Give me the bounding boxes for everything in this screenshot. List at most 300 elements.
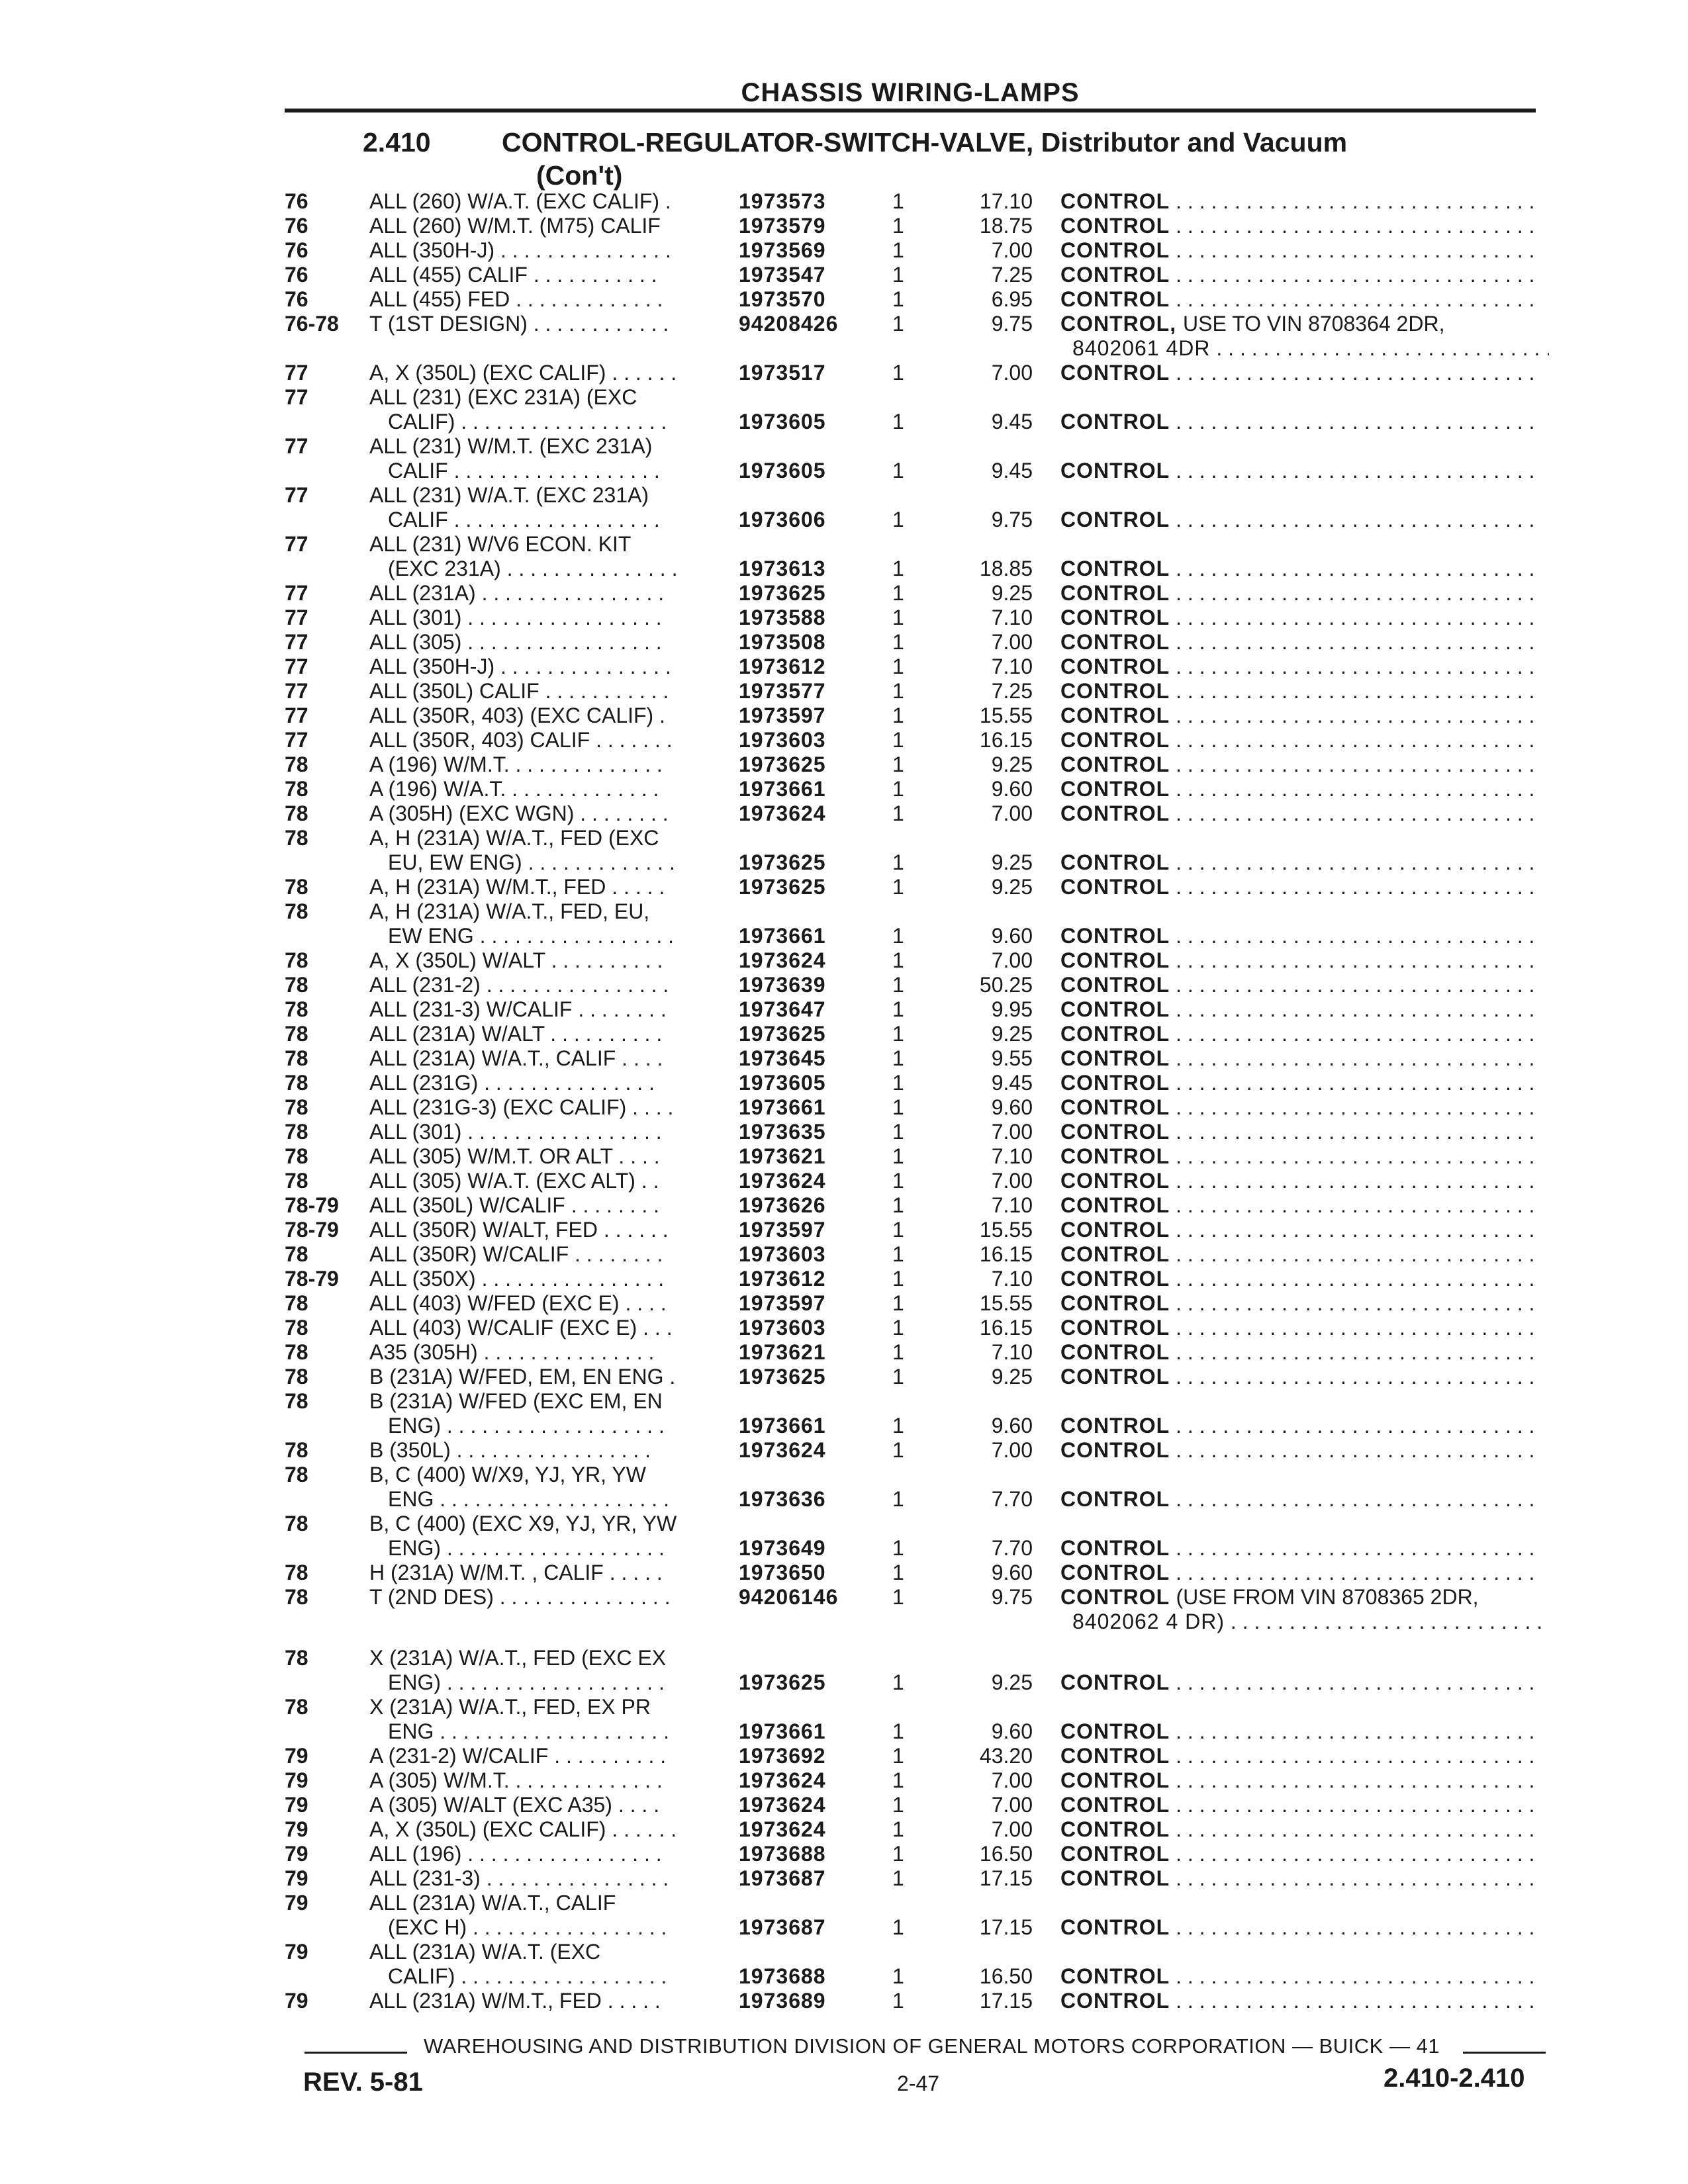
description-note: (USE FROM VIN 8708365 2DR, xyxy=(1176,1585,1479,1609)
description: CONTROL . . . xyxy=(1060,1915,1537,1940)
price: 9.25 xyxy=(991,1022,1033,1046)
table-row xyxy=(285,1071,1542,1095)
price: 7.25 xyxy=(991,679,1033,703)
application-line: ALL (231A) W/M.T., FED . . . . . xyxy=(369,1989,661,2013)
application-line: ALL (231G-3) (EXC CALIF) . . . . xyxy=(369,1095,674,1119)
application-line: A (305H) (EXC WGN) . . . . . . . . xyxy=(369,801,669,825)
description: CONTROL . . . xyxy=(1060,1964,1537,1989)
application xyxy=(369,1193,720,1218)
application xyxy=(369,189,720,214)
application xyxy=(369,1095,720,1120)
model-year: 77 xyxy=(285,581,308,605)
application xyxy=(369,997,720,1022)
price: 15.55 xyxy=(979,1291,1033,1315)
table-row xyxy=(285,1866,1542,1891)
model-year: 78 xyxy=(285,1512,308,1535)
part-number: 1973597 xyxy=(739,1291,826,1315)
application xyxy=(369,1463,720,1512)
application xyxy=(369,1695,720,1744)
application xyxy=(369,704,720,728)
quantity: 1 xyxy=(892,557,904,580)
table-row xyxy=(285,655,1542,679)
application-line: B (350L) . . . . . . . . . . . . . . . . . xyxy=(369,1438,651,1462)
part-number: 1973577 xyxy=(739,679,826,703)
quantity: 1 xyxy=(892,1291,904,1315)
application-line: CALIF) . . . . . . . . . . . . . . . . . . xyxy=(388,1964,667,1988)
application xyxy=(369,1022,720,1046)
price: 17.10 xyxy=(979,189,1033,213)
model-year: 76-78 xyxy=(285,312,339,336)
application-line: ENG . . . . . . . . . . . . . . . . . . . . xyxy=(388,1719,669,1743)
description: CONTROL . . . xyxy=(1060,189,1537,214)
quantity: 1 xyxy=(892,924,904,948)
table-row xyxy=(285,1242,1542,1267)
description: CONTROL . . . xyxy=(1060,508,1537,532)
application-line: A (196) W/A.T. . . . . . . . . . . . . . xyxy=(369,777,659,801)
table-row xyxy=(285,1744,1542,1768)
model-year: 78 xyxy=(285,899,308,923)
table-row xyxy=(285,1891,1542,1940)
part-number: 1973570 xyxy=(739,287,826,311)
application-line: ENG) . . . . . . . . . . . . . . . . . . . xyxy=(388,1536,665,1560)
quantity: 1 xyxy=(892,1866,904,1890)
application-line: A, H (231A) W/A.T., FED, EU, xyxy=(369,899,650,923)
description: CONTROL . . . xyxy=(1060,238,1537,263)
application xyxy=(369,1561,720,1585)
description: CONTROL . . . xyxy=(1060,1193,1537,1218)
application xyxy=(369,679,720,704)
quantity: 1 xyxy=(892,361,904,385)
application xyxy=(369,973,720,997)
description: CONTROL . . . xyxy=(1060,214,1537,238)
part-number: 1973625 xyxy=(739,850,826,874)
model-year: 78 xyxy=(285,752,308,776)
application xyxy=(369,1866,720,1891)
part-number: 1973605 xyxy=(739,1071,826,1095)
application-line: ALL (231) W/M.T. (EXC 231A) xyxy=(369,434,653,458)
part-number: 1973624 xyxy=(739,1169,826,1193)
part-number: 1973661 xyxy=(739,777,826,801)
price: 7.00 xyxy=(991,1793,1033,1817)
application-line: ALL (455) CALIF . . . . . . . . . . . xyxy=(369,263,657,287)
application-line: CALIF . . . . . . . . . . . . . . . . . . xyxy=(388,459,660,482)
application-line: ALL (231A) W/A.T., CALIF xyxy=(369,1891,616,1915)
part-number: 1973588 xyxy=(739,606,826,629)
quantity: 1 xyxy=(892,1915,904,1939)
description: CONTROL . . . xyxy=(1060,287,1537,312)
footer-rule-left xyxy=(305,2052,407,2054)
model-year: 79 xyxy=(285,1817,308,1841)
table-row xyxy=(285,214,1542,238)
application-line: ALL (231-3) W/CALIF . . . . . . . . xyxy=(369,997,667,1021)
price: 9.75 xyxy=(991,508,1033,531)
model-year: 77 xyxy=(285,728,308,752)
application xyxy=(369,1144,720,1169)
description: CONTROL . . . xyxy=(1060,1536,1537,1561)
model-year: 78-79 xyxy=(285,1267,339,1291)
application-line: ALL (350L) CALIF . . . . . . . . . . . xyxy=(369,679,669,703)
description: CONTROL . . . xyxy=(1060,1768,1537,1793)
application-line: ALL (231-3) . . . . . . . . . . . . . . . . xyxy=(369,1866,669,1890)
application xyxy=(369,1365,720,1389)
application xyxy=(369,1242,720,1267)
quantity: 1 xyxy=(892,1989,904,2013)
model-year: 79 xyxy=(285,1842,308,1866)
table-row xyxy=(285,1940,1542,1989)
table-row xyxy=(285,1842,1542,1866)
application xyxy=(369,1891,720,1940)
application xyxy=(369,1989,720,2013)
application-line: ALL (231A) W/A.T., CALIF . . . . xyxy=(369,1046,663,1070)
quantity: 1 xyxy=(892,263,904,287)
description: CONTROL . . . xyxy=(1060,1719,1537,1744)
description: CONTROL . . . xyxy=(1060,1267,1537,1291)
application xyxy=(369,1046,720,1071)
part-number: 1973597 xyxy=(739,1218,826,1242)
description: CONTROL . . . xyxy=(1060,1670,1537,1695)
quantity: 1 xyxy=(892,1438,904,1462)
table-row xyxy=(285,1340,1542,1365)
part-number: 1973579 xyxy=(739,214,826,238)
description: CONTROL . . . xyxy=(1060,606,1537,630)
footer-division-text: WAREHOUSING AND DISTRIBUTION DIVISION OF GENERAL MOTORS CORPORATION — BUICK — 41 xyxy=(424,2034,1440,2058)
price: 7.00 xyxy=(991,361,1033,385)
price: 16.15 xyxy=(979,1316,1033,1340)
description: CONTROL . . . xyxy=(1060,630,1537,655)
application-line: ALL (455) FED . . . . . . . . . . . . . xyxy=(369,287,663,311)
part-number: 1973603 xyxy=(739,1316,826,1340)
application xyxy=(369,1340,720,1365)
table-row xyxy=(285,238,1542,263)
application xyxy=(369,826,720,875)
application-line: ALL (350H-J) . . . . . . . . . . . . . . . xyxy=(369,655,671,678)
price: 7.10 xyxy=(991,606,1033,629)
application-line: B, C (400) (EXC X9, YJ, YR, YW xyxy=(369,1512,677,1535)
description: CONTROL . . . xyxy=(1060,1095,1537,1120)
table-row xyxy=(285,752,1542,777)
price: 9.60 xyxy=(991,924,1033,948)
description: CONTROL . . . xyxy=(1060,1242,1537,1267)
description: CONTROL . . . xyxy=(1060,263,1537,287)
application-line: ALL (350R, 403) CALIF . . . . . . . xyxy=(369,728,673,752)
table-row xyxy=(285,1046,1542,1071)
quantity: 1 xyxy=(892,728,904,752)
application xyxy=(369,483,720,532)
model-year: 78 xyxy=(285,1022,308,1046)
application-line: EW ENG . . . . . . . . . . . . . . . . . xyxy=(388,924,675,948)
quantity: 1 xyxy=(892,777,904,801)
quantity: 1 xyxy=(892,1585,904,1609)
application-line: X (231A) W/A.T., FED (EXC EX xyxy=(369,1646,667,1670)
section-range: 2.410-2.410 xyxy=(1383,2064,1525,2093)
part-number: 1973603 xyxy=(739,728,826,752)
price: 9.25 xyxy=(991,1365,1033,1388)
description xyxy=(1060,312,1537,336)
model-year: 77 xyxy=(285,606,308,629)
description-note-continued: 8402062 4 DR) . . . xyxy=(1072,1610,1549,1634)
description: CONTROL . . . xyxy=(1060,581,1537,606)
application xyxy=(369,1218,720,1242)
application xyxy=(369,1768,720,1793)
quantity: 1 xyxy=(892,1242,904,1266)
application-line: ALL (231) W/V6 ECON. KIT xyxy=(369,532,632,556)
quantity: 1 xyxy=(892,973,904,997)
description xyxy=(1060,1585,1537,1610)
price: 9.25 xyxy=(991,875,1033,899)
part-number: 1973624 xyxy=(739,1768,826,1792)
model-year: 79 xyxy=(285,1940,308,1964)
application xyxy=(369,434,720,483)
price: 17.15 xyxy=(979,1989,1033,2013)
quantity: 1 xyxy=(892,459,904,482)
price: 17.15 xyxy=(979,1866,1033,1890)
description: CONTROL . . . xyxy=(1060,973,1537,997)
table-row xyxy=(285,948,1542,973)
application-line: A, X (350L) (EXC CALIF) . . . . . . xyxy=(369,361,677,385)
quantity: 1 xyxy=(892,1414,904,1437)
application xyxy=(369,263,720,287)
application-line: ALL (260) W/A.T. (EXC CALIF) . xyxy=(369,189,671,213)
description: CONTROL . . . xyxy=(1060,1438,1537,1463)
table-row xyxy=(285,704,1542,728)
quantity: 1 xyxy=(892,581,904,605)
table-row xyxy=(285,1022,1542,1046)
revision-label: REV. 5-81 xyxy=(303,2068,423,2097)
quantity: 1 xyxy=(892,1218,904,1242)
application xyxy=(369,1291,720,1316)
application xyxy=(369,1071,720,1095)
description: CONTROL . . . xyxy=(1060,752,1537,777)
description: CONTROL . . . xyxy=(1060,948,1537,973)
quantity: 1 xyxy=(892,1340,904,1364)
application-line: A (305) W/M.T. . . . . . . . . . . . . . xyxy=(369,1768,663,1792)
price: 9.75 xyxy=(991,1585,1033,1609)
model-year: 78 xyxy=(285,777,308,801)
application-line: ENG . . . . . . . . . . . . . . . . . . . . xyxy=(388,1487,669,1511)
part-number: 1973573 xyxy=(739,189,826,213)
description: CONTROL . . . xyxy=(1060,1071,1537,1095)
application-line: ALL (350L) W/CALIF . . . . . . . . xyxy=(369,1193,660,1217)
quantity: 1 xyxy=(892,1267,904,1291)
quantity: 1 xyxy=(892,1095,904,1119)
price: 7.00 xyxy=(991,1169,1033,1193)
price: 9.55 xyxy=(991,1046,1033,1070)
application-line: ALL (350R, 403) (EXC CALIF) . xyxy=(369,704,665,727)
description: CONTROL . . . xyxy=(1060,1866,1537,1891)
description: CONTROL . . . xyxy=(1060,1144,1537,1169)
section-name: CONTROL-REGULATOR-SWITCH-VALVE, Distributor and Vacuum xyxy=(502,127,1348,158)
application-line: ALL (305) W/M.T. OR ALT . . . . xyxy=(369,1144,660,1168)
application-line: A (231-2) W/CALIF . . . . . . . . . . xyxy=(369,1744,667,1768)
quantity: 1 xyxy=(892,410,904,433)
application-line: ALL (350H-J) . . . . . . . . . . . . . . . xyxy=(369,238,671,262)
application-line: (EXC 231A) . . . . . . . . . . . . . . . xyxy=(388,557,678,580)
application xyxy=(369,948,720,973)
model-year: 78-79 xyxy=(285,1218,339,1242)
price: 9.45 xyxy=(991,459,1033,482)
description: CONTROL . . . xyxy=(1060,1120,1537,1144)
part-number: 1973647 xyxy=(739,997,826,1021)
table-row xyxy=(285,1512,1542,1561)
quantity: 1 xyxy=(892,801,904,825)
quantity: 1 xyxy=(892,1768,904,1792)
table-row xyxy=(285,581,1542,606)
quantity: 1 xyxy=(892,655,904,678)
price: 9.75 xyxy=(991,312,1033,336)
application-line: ALL (403) W/FED (EXC E) . . . . xyxy=(369,1291,667,1315)
price: 7.10 xyxy=(991,1267,1033,1291)
table-row xyxy=(285,1585,1542,1634)
price: 9.60 xyxy=(991,777,1033,801)
application-line: ENG) . . . . . . . . . . . . . . . . . . . xyxy=(388,1414,665,1437)
quantity: 1 xyxy=(892,1046,904,1070)
model-year: 78 xyxy=(285,801,308,825)
application-line: ALL (260) W/M.T. (M75) CALIF xyxy=(369,214,661,238)
application-line: ALL (231) (EXC 231A) (EXC xyxy=(369,385,637,409)
part-number: 1973688 xyxy=(739,1964,826,1988)
quantity: 1 xyxy=(892,287,904,311)
description: CONTROL . . . xyxy=(1060,1046,1537,1071)
model-year: 77 xyxy=(285,704,308,727)
description-name: CONTROL, xyxy=(1060,312,1177,336)
table-row xyxy=(285,1095,1542,1120)
description: CONTROL . . . xyxy=(1060,777,1537,801)
description-name: CONTROL xyxy=(1060,1585,1170,1609)
page-number: 2-47 xyxy=(897,2071,940,2095)
part-number: 1973688 xyxy=(739,1842,826,1866)
application-line: X (231A) W/A.T., FED, EX PR xyxy=(369,1695,651,1719)
quantity: 1 xyxy=(892,1144,904,1168)
application xyxy=(369,728,720,752)
part-number: 1973689 xyxy=(739,1989,826,2013)
price: 17.15 xyxy=(979,1915,1033,1939)
application xyxy=(369,1940,720,1989)
quantity: 1 xyxy=(892,189,904,213)
application xyxy=(369,1817,720,1842)
application xyxy=(369,1438,720,1463)
table-row xyxy=(285,630,1542,655)
model-year: 78 xyxy=(285,875,308,899)
application-line: ALL (231A) W/A.T. (EXC xyxy=(369,1940,601,1964)
part-number: 1973687 xyxy=(739,1866,826,1890)
description: CONTROL . . . xyxy=(1060,1842,1537,1866)
part-number: 1973645 xyxy=(739,1046,826,1070)
application-line: ALL (231G) . . . . . . . . . . . . . . . xyxy=(369,1071,655,1095)
application xyxy=(369,606,720,630)
model-year: 78 xyxy=(285,826,308,850)
part-number: 1973517 xyxy=(739,361,826,385)
quantity: 1 xyxy=(892,1071,904,1095)
application xyxy=(369,899,720,948)
quantity: 1 xyxy=(892,1536,904,1560)
table-row xyxy=(285,1218,1542,1242)
model-year: 76 xyxy=(285,263,308,287)
table-row xyxy=(285,1463,1542,1512)
table-row xyxy=(285,1144,1542,1169)
model-year: 78 xyxy=(285,1695,308,1719)
application xyxy=(369,1316,720,1340)
quantity: 1 xyxy=(892,948,904,972)
application xyxy=(369,1389,720,1438)
part-number: 1973649 xyxy=(739,1536,826,1560)
application-line: B, C (400) W/X9, YJ, YR, YW xyxy=(369,1463,646,1486)
quantity: 1 xyxy=(892,1964,904,1988)
price: 9.60 xyxy=(991,1414,1033,1437)
application-line: A, H (231A) W/M.T., FED . . . . . xyxy=(369,875,665,899)
application-line: ALL (305) . . . . . . . . . . . . . . . . . xyxy=(369,630,662,654)
price: 15.55 xyxy=(979,1218,1033,1242)
price: 9.25 xyxy=(991,850,1033,874)
application-line: T (1ST DESIGN) . . . . . . . . . . . . xyxy=(369,312,669,336)
table-row xyxy=(285,997,1542,1022)
application xyxy=(369,581,720,606)
description: CONTROL . . . xyxy=(1060,1989,1537,2013)
application xyxy=(369,777,720,801)
section-subtitle: (Con't) xyxy=(536,160,623,191)
part-number: 1973687 xyxy=(739,1915,826,1939)
application-line: ALL (301) . . . . . . . . . . . . . . . . . xyxy=(369,1120,662,1144)
price: 9.25 xyxy=(991,581,1033,605)
table-row xyxy=(285,1291,1542,1316)
table-row xyxy=(285,1793,1542,1817)
model-year: 78 xyxy=(285,1169,308,1193)
quantity: 1 xyxy=(892,1169,904,1193)
table-row xyxy=(285,777,1542,801)
model-year: 78 xyxy=(285,997,308,1021)
description: CONTROL . . . xyxy=(1060,1218,1537,1242)
section-title xyxy=(363,126,1348,191)
quantity: 1 xyxy=(892,1120,904,1144)
price: 7.00 xyxy=(991,630,1033,654)
part-number: 1973597 xyxy=(739,704,826,727)
table-row xyxy=(285,287,1542,312)
model-year: 78 xyxy=(285,1291,308,1315)
part-number: 1973626 xyxy=(739,1193,826,1217)
application xyxy=(369,1744,720,1768)
description: CONTROL . . . xyxy=(1060,704,1537,728)
description: CONTROL . . . xyxy=(1060,557,1537,581)
price: 16.15 xyxy=(979,728,1033,752)
quantity: 1 xyxy=(892,1719,904,1743)
model-year: 78 xyxy=(285,1242,308,1266)
application-line: ALL (301) . . . . . . . . . . . . . . . . . xyxy=(369,606,662,629)
price: 7.00 xyxy=(991,1817,1033,1841)
table-row xyxy=(285,1365,1542,1389)
description: CONTROL . . . xyxy=(1060,655,1537,679)
model-year: 78 xyxy=(285,1463,308,1486)
quantity: 1 xyxy=(892,238,904,262)
price: 18.85 xyxy=(979,557,1033,580)
table-row xyxy=(285,1817,1542,1842)
description: CONTROL . . . xyxy=(1060,1340,1537,1365)
description: CONTROL . . . xyxy=(1060,1316,1537,1340)
model-year: 79 xyxy=(285,1744,308,1768)
application xyxy=(369,630,720,655)
price: 7.70 xyxy=(991,1487,1033,1511)
description: CONTROL . . . xyxy=(1060,924,1537,948)
part-number: 1973625 xyxy=(739,752,826,776)
description: CONTROL . . . xyxy=(1060,1487,1537,1512)
model-year: 78 xyxy=(285,1120,308,1144)
application xyxy=(369,312,720,336)
part-number: 1973661 xyxy=(739,1414,826,1437)
description: CONTROL . . . xyxy=(1060,1291,1537,1316)
application-line: ALL (350X) . . . . . . . . . . . . . . . . xyxy=(369,1267,665,1291)
model-year: 77 xyxy=(285,655,308,678)
description: CONTROL . . . xyxy=(1060,459,1537,483)
application xyxy=(369,752,720,777)
price: 7.10 xyxy=(991,655,1033,678)
